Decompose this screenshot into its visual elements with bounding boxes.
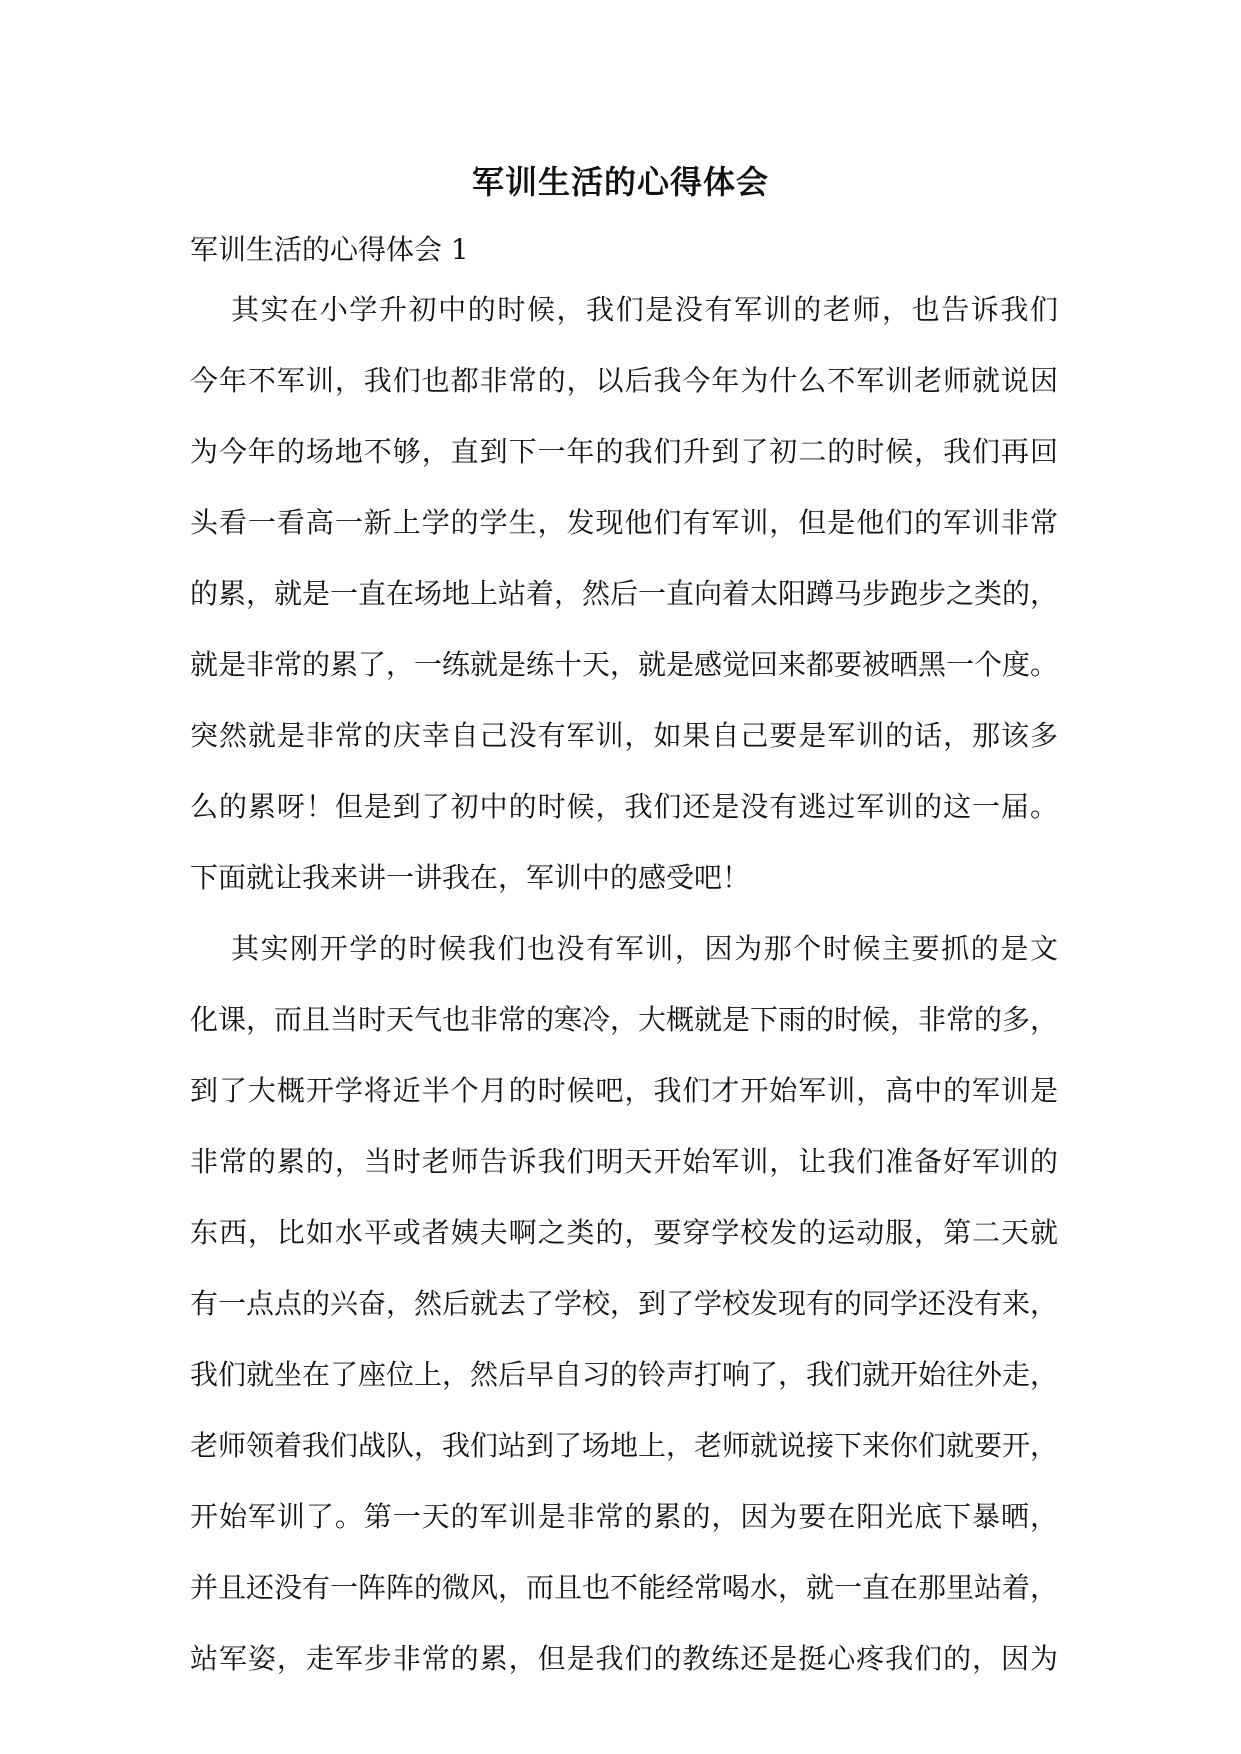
paragraph-2-line: 化课，而且当时天气也非常的寒冷，大概就是下雨的时候，非常的多， — [190, 1003, 1058, 1036]
paragraph-2-line: 并且还没有一阵阵的微风，而且也不能经常喝水，就一直在那里站着， — [190, 1571, 1058, 1604]
paragraph-1-line: 为今年的场地不够，直到下一年的我们升到了初二的时候，我们再回 — [190, 435, 1058, 468]
paragraph-1-line: 下面就让我来讲一讲我在，军训中的感受吧！ — [190, 861, 751, 894]
paragraph-1-line: 么的累呀！但是到了初中的时候，我们还是没有逃过军训的这一届。 — [190, 790, 1058, 823]
paragraph-2-line: 我们就坐在了座位上，然后早自习的铃声打响了，我们就开始往外走， — [190, 1358, 1058, 1391]
document-body — [190, 288, 1058, 1708]
paragraph-2-line: 非常的累的，当时老师告诉我们明天开始军训，让我们准备好军训的 — [190, 1145, 1058, 1178]
paragraph-2-line: 有一点点的兴奋，然后就去了学校，到了学校发现有的同学还没有来， — [190, 1287, 1058, 1320]
paragraph-1-line: 头看一看高一新上学的学生，发现他们有军训，但是他们的军训非常 — [190, 506, 1058, 539]
paragraph-2-line: 到了大概开学将近半个月的时候吧，我们才开始军训，高中的军训是 — [190, 1074, 1058, 1107]
paragraph-1-line: 的累，就是一直在场地上站着，然后一直向着太阳蹲马步跑步之类的， — [190, 577, 1058, 610]
paragraph-2-line: 其实刚开学的时候我们也没有军训，因为那个时候主要抓的是文 — [231, 932, 1058, 965]
paragraph-1-line: 其实在小学升初中的时候，我们是没有军训的老师，也告诉我们 — [231, 293, 1058, 326]
section-heading: 军训生活的心得体会 1 — [190, 233, 469, 266]
paragraph-2-line: 东西，比如水平或者姨夫啊之类的，要穿学校发的运动服，第二天就 — [190, 1216, 1058, 1249]
paragraph-1-line: 今年不军训，我们也都非常的，以后我今年为什么不军训老师就说因 — [190, 364, 1058, 397]
paragraph-2-line: 开始军训了。第一天的军训是非常的累的，因为要在阳光底下暴晒， — [190, 1500, 1058, 1533]
paragraph-1-line: 突然就是非常的庆幸自己没有军训，如果自己要是军训的话，那该多 — [190, 719, 1058, 752]
paragraph-2-line: 老师领着我们战队，我们站到了场地上，老师就说接下来你们就要开， — [190, 1429, 1058, 1462]
paragraph-1-line: 就是非常的累了，一练就是练十天，就是感觉回来都要被晒黑一个度。 — [190, 648, 1058, 681]
document-title: 军训生活的心得体会 — [471, 163, 769, 201]
paragraph-2-line: 站军姿，走军步非常的累，但是我们的教练还是挺心疼我们的，因为 — [190, 1642, 1058, 1675]
